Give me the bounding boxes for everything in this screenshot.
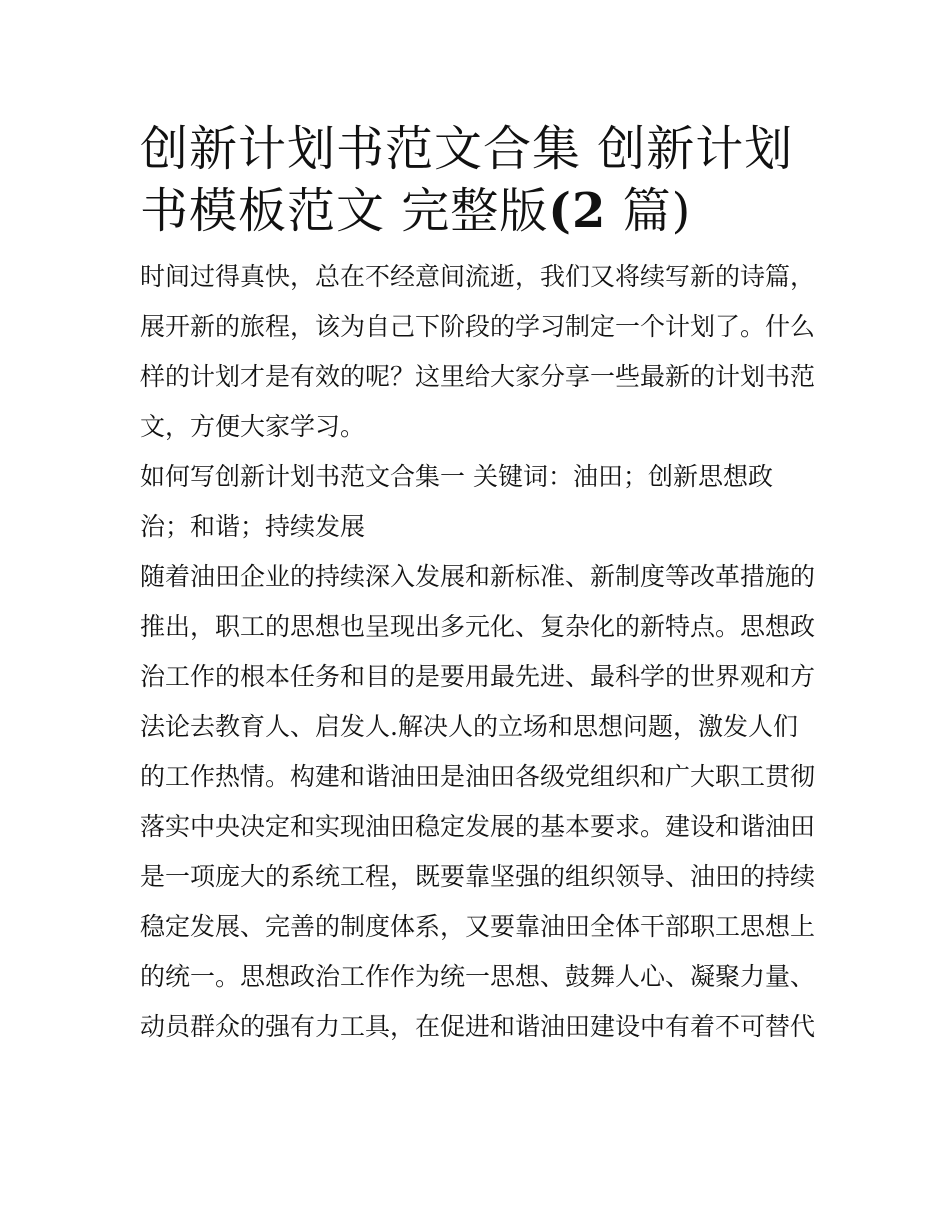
paragraph-line: 推出，职工的思想也呈现出多元化、复杂化的新特点。思想政 [140, 612, 816, 641]
intro-paragraph [140, 252, 820, 452]
body-paragraph [140, 552, 820, 1052]
keywords-paragraph [140, 452, 820, 552]
document-content [140, 118, 820, 1052]
paragraph-line: 治工作的根本任务和目的是要用最先进、最科学的世界观和方 [140, 662, 816, 691]
paragraph-line: 落实中央决定和实现油田稳定发展的基本要求。建设和谐油田 [140, 812, 816, 841]
paragraph-line: 展开新的旅程，该为自己下阶段的学习制定一个计划了。什么 [140, 312, 816, 341]
paragraph-line: 的工作热情。构建和谐油田是油田各级党组织和广大职工贯彻 [140, 762, 816, 791]
paragraph-line: 文，方便大家学习。 [140, 412, 366, 441]
paragraph-line: 时间过得真快，总在不经意间流逝，我们又将续写新的诗篇， [140, 262, 816, 291]
paragraph-line: 随着油田企业的持续深入发展和新标准、新制度等改革措施的 [140, 562, 816, 591]
paragraph-line: 稳定发展、完善的制度体系，又要靠油田全体干部职工思想上 [140, 912, 816, 941]
title-line-2: 书模板范文 完整版(2 篇) [140, 183, 692, 239]
title-emphasis: (2 [548, 183, 607, 239]
paragraph-line: 样的计划才是有效的呢？这里给大家分享一些最新的计划书范 [140, 362, 816, 391]
document-title [140, 118, 820, 242]
paragraph-line: 动员群众的强有力工具，在促进和谐油田建设中有着不可替代 [140, 1012, 816, 1041]
paragraph-line: 如何写创新计划书范文合集一 关键词：油田；创新思想政 [140, 462, 773, 491]
title-line-1: 创新计划书范文合集 创新计划 [140, 121, 794, 177]
paragraph-line: 治；和谐；持续发展 [140, 512, 366, 541]
paragraph-line: 法论去教育人、启发人.解决人的立场和思想问题，激发人们 [140, 712, 798, 741]
paragraph-line: 是一项庞大的系统工程，既要靠坚强的组织领导、油田的持续 [140, 862, 816, 891]
paragraph-line: 的统一。思想政治工作作为统一思想、鼓舞人心、凝聚力量、 [140, 962, 816, 991]
